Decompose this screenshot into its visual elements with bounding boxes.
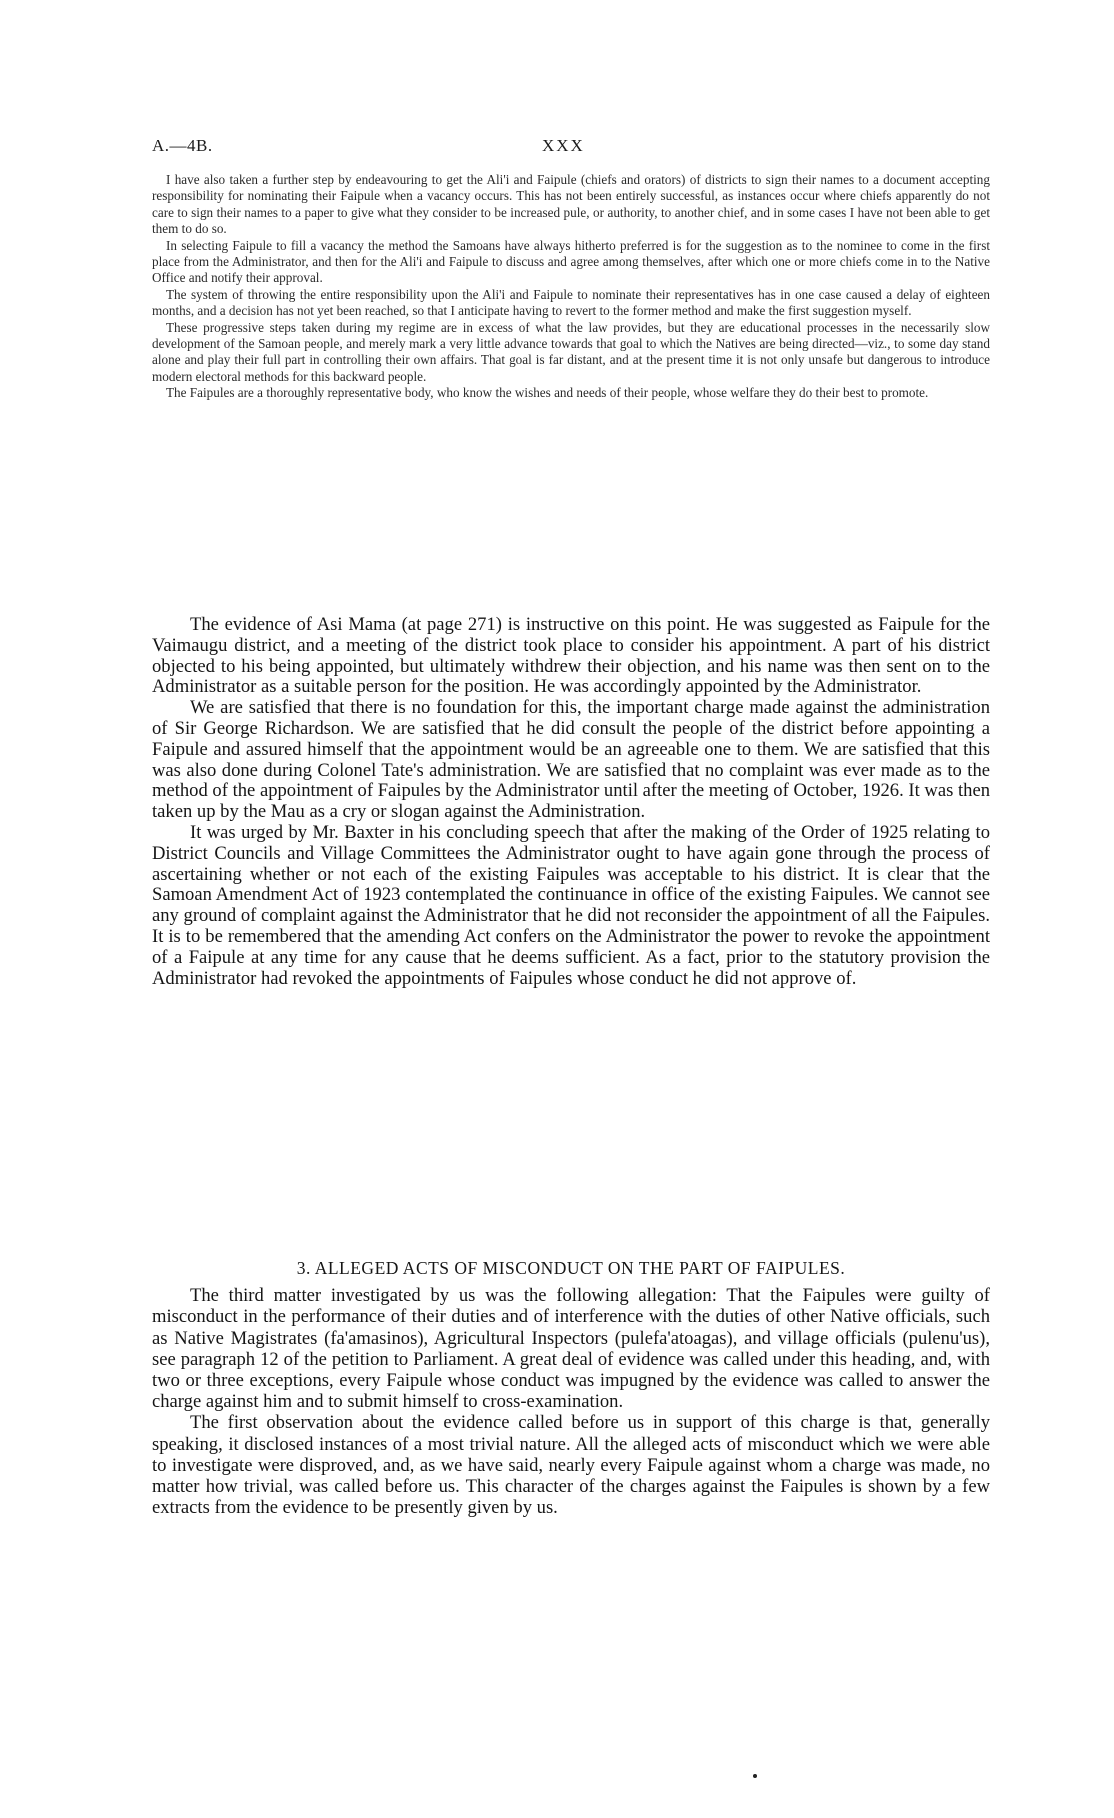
document-reference: A.—4B. — [152, 136, 213, 155]
body-paragraph: The third matter investigated by us was the following allegation: That the Faipules were guilty of misconduct in the performance of their duties and of interference with the duties of other Native officials, such as Native Magistrates (fa'amasinos), Agricultural Inspectors (pulefa'atoagas), and village officials (pulenu'us), see paragraph 12 of the petition to Parliament. A great deal of evidence was called under this heading, and, with two or three exceptions, every Faipule whose conduct was impugned by the evidence was called to answer the charge against him and to submit himself to cross-examination. — [152, 1285, 990, 1413]
section-misconduct — [152, 1238, 990, 1518]
page-header — [152, 136, 990, 160]
page-number: XXX — [542, 136, 585, 155]
body-paragraph: The first observation about the evidence called before us in support of this charge is that, generally speaking, it disclosed instances of a most trivial nature. All the alleged acts of misconduct which we were able to investigate were disproved, and, as we have said, nearly every Faipule against whom a charge was made, no matter how trivial, was called before us. This character of the charges against the Faipules is shown by a few extracts from the evidence to be presently given by us. — [152, 1412, 990, 1519]
body-paragraph: We are satisfied that there is no foundation for this, the important charge made against the administration of Sir George Richardson. We are satisfied that he did consult the people of the district before appointing a Faipule and assured himself that the appointment would be an agreeable one to them. We are satisfied that this was also done during Colonel Tate's administration. We are satisfied that no complaint was ever made as to the method of the appointment of Faipules by the Administrator until after the meeting of October, 1926. It was then taken up by the Mau as a cry or slogan against the Administration. — [152, 697, 990, 823]
quote-paragraph: These progressive steps taken during my regime are in excess of what the law provides, but they are educational processes in the necessarily slow development of the Samoan people, and merely mark a very little advance towards that goal to which the Natives are being directed—viz., to some day stand alone and play their full part in controlling their own affairs. That goal is far distant, and at the present time it is not only unsafe but dangerous to introduce modern electoral methods for this backward people. — [152, 319, 990, 384]
quoted-report — [152, 172, 990, 402]
section-heading: 3. ALLEGED ACTS OF MISCONDUCT ON THE PART OF FAIPULES. — [296, 1258, 846, 1278]
body-paragraph: It was urged by Mr. Baxter in his concluding speech that after the making of the Order of 1925 relating to District Councils and Village Committees the Administrator ought to have again gone through the process of ascertaining whether or not each of the existing Faipules was acceptable to his district. It is clear that the Samoan Amendment Act of 1923 contemplated the continuance in office of the existing Faipules. We cannot see any ground of complaint against the Administrator that he did not reconsider the appointment of all the Faipules. It is to be remembered that the amending Act confers on the Administrator the power to revoke the appointment of a Faipule at any time for any cause that he deems sufficient. As a fact, prior to the statutory provision the Administrator had revoked the appointments of Faipules whose conduct he did not approve of. — [152, 821, 990, 989]
quote-paragraph: I have also taken a further step by endeavouring to get the Ali'i and Faipule (chiefs and orators) of districts to sign their names to a document accepting responsibility for nominating their Faipule when a vacancy occurs. This has not been entirely successful, as instances occur where chiefs apparently do not care to sign their names to a paper to give what they consider to be increased pule, or authority, to another chief, and in some cases I have not been able to get them to do so. — [152, 172, 990, 237]
body-paragraph: The evidence of Asi Mama (at page 271) is instructive on this point. He was suggested as Faipule for the Vaimaugu district, and a meeting of the district took place to consider his appointment. A part of his district objected to his being appointed, but ultimately withdrew their objection, and his name was then sent on to the Administrator as a suitable person for the position. He was accordingly appointed by the Administrator. — [152, 614, 990, 698]
stray-mark — [753, 1774, 757, 1778]
quote-paragraph: In selecting Faipule to fill a vacancy the method the Samoans have always hitherto preferred is for the suggestion as to the nominee to come in the first place from the Administrator, and then for the Ali'i and Faipule to discuss and agree among themselves, after which one or more chiefs come in to the Native Office and notify their approval. — [152, 237, 990, 286]
quote-paragraph: The system of throwing the entire responsibility upon the Ali'i and Faipule to nominate their representatives has in one case caused a delay of eighteen months, and a decision has not yet been reached, so that I anticipate having to revert to the former method and make the first suggestion myself. — [152, 286, 990, 319]
quote-paragraph: The Faipules are a thoroughly representative body, who know the wishes and needs of their people, whose welfare they do their best to promote. — [166, 385, 929, 401]
main-text — [152, 615, 990, 989]
